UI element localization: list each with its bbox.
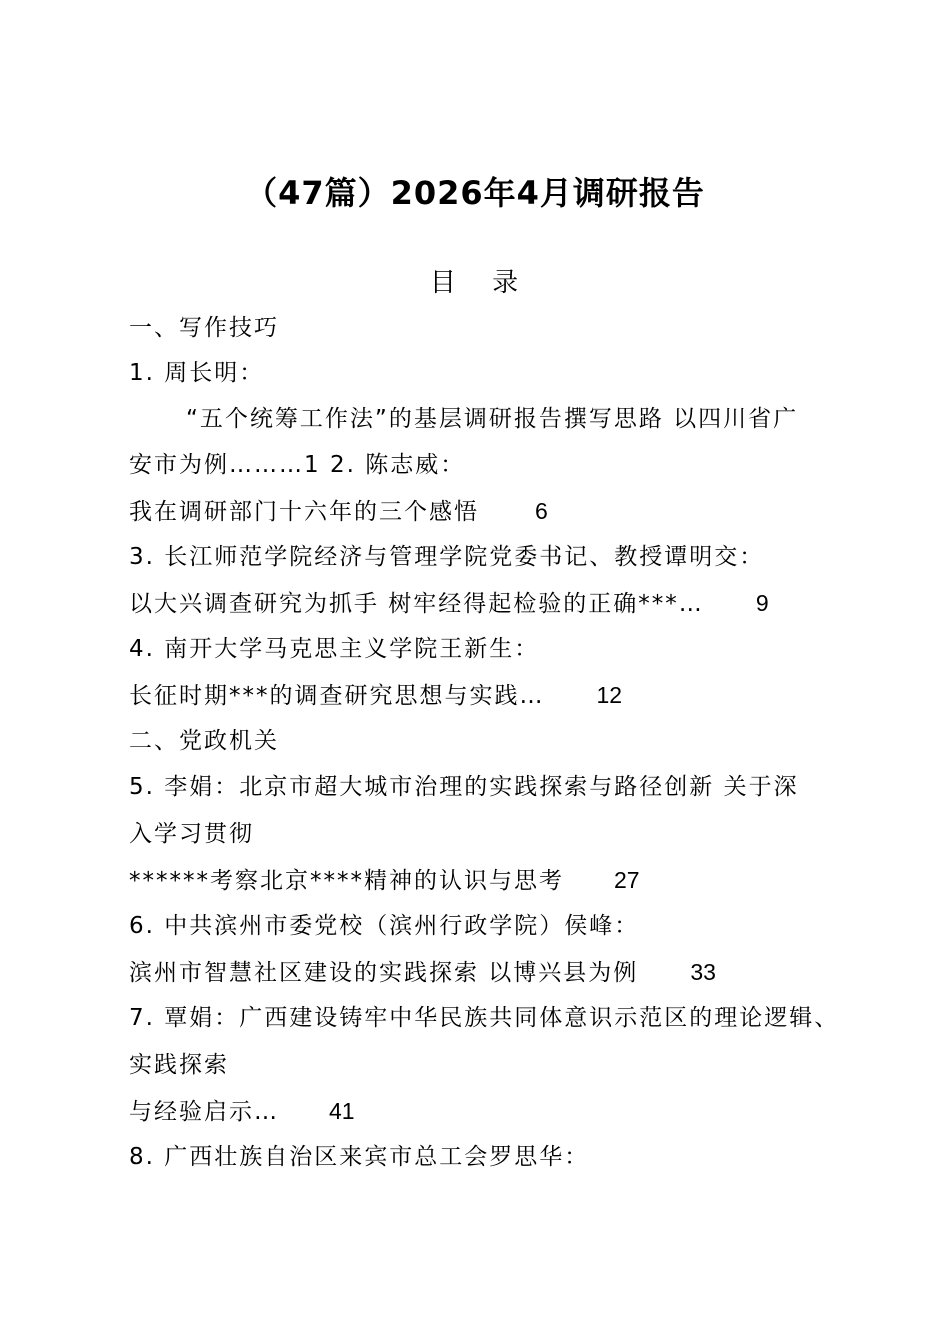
toc-entry-8-author: 8. 广西壮族自治区来宾市总工会罗思华： <box>129 1144 590 1170</box>
toc-entry-5-row <box>129 864 640 897</box>
toc-heading: 目 录 <box>429 268 533 298</box>
toc-section-writing-skills: 一、写作技巧 <box>129 315 279 341</box>
toc-entry-2-title: 我在调研部门十六年的三个感悟 <box>129 499 479 525</box>
toc-entry-4-page: 12 <box>596 682 623 708</box>
toc-entry-4-row <box>129 679 622 712</box>
toc-entry-3-row <box>129 587 769 620</box>
toc-entry-2-page: 6 <box>535 498 548 524</box>
toc-entry-5-subtitle: ******考察北京****精神的认识与思考 <box>129 868 564 894</box>
toc-entry-2-row <box>129 495 548 528</box>
toc-entry-7-title-end: 与经验启示… <box>129 1099 279 1125</box>
toc-entry-6-title: 滨州市智慧社区建设的实践探索 以博兴县为例 <box>129 960 639 986</box>
toc-entry-3-title: 以大兴调查研究为抓手 树牢经得起检验的正确***… <box>129 591 704 617</box>
toc-entry-5-title: 5. 李娟：北京市超大城市治理的实践探索与路径创新 关于深 <box>129 774 799 800</box>
toc-entry-6-row <box>129 956 716 989</box>
toc-entry-7-page: 41 <box>329 1098 355 1124</box>
toc-entry-5-title-cont: 入学习贯彻 <box>129 821 254 847</box>
toc-entry-7-row <box>129 1095 355 1128</box>
toc-entry-7-title: 7. 覃娟：广西建设铸牢中华民族共同体意识示范区的理论逻辑、 <box>129 1005 840 1031</box>
toc-entry-6-page: 33 <box>690 959 716 985</box>
toc-entry-1-author: 1. 周长明： <box>129 360 265 386</box>
toc-entry-3-author: 3. 长江师范学院经济与管理学院党委书记、教授谭明交： <box>129 544 765 570</box>
toc-section-party-government: 二、党政机关 <box>129 728 279 754</box>
toc-entry-3-page: 9 <box>755 590 769 616</box>
toc-entry-7-title-cont: 实践探索 <box>129 1052 229 1078</box>
toc-entry-5-page: 27 <box>614 867 640 893</box>
toc-entry-6-author: 6. 中共滨州市委党校（滨州行政学院）侯峰： <box>129 913 640 939</box>
toc-entry-1-title: “五个统筹工作法”的基层调研报告撰写思路 以四川省广 <box>186 406 799 432</box>
toc-entry-4-author: 4. 南开大学马克思主义学院王新生： <box>129 636 540 662</box>
document-title: （47篇）2026年4月调研报告 <box>245 174 705 212</box>
toc-entry-4-title: 长征时期***的调查研究思想与实践… <box>129 683 545 709</box>
toc-entry-1-title-cont: 安市为例………1 2. 陈志威： <box>129 452 466 478</box>
